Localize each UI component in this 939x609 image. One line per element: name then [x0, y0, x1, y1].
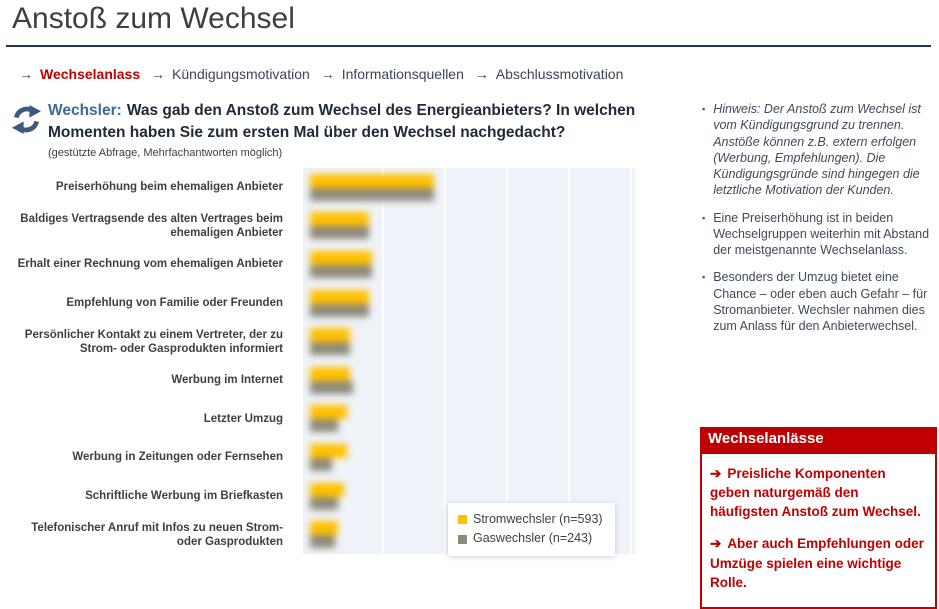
bar-group [310, 328, 350, 355]
breadcrumb-label: Kündigungsmotivation [172, 66, 310, 82]
bullet-square-icon: ▪ [702, 272, 706, 283]
note-text: Eine Preiserhöhung ist in beiden Wechselgruppen weiterhin mit Abstand der meistgenannte Wechselanlass. [713, 210, 930, 257]
callout-body [700, 452, 937, 609]
bar-gaswechsler [310, 188, 434, 201]
bar-gaswechsler [310, 381, 353, 394]
callout-title: Wechselanlässe [700, 427, 937, 452]
bullet-square-icon: ▪ [702, 212, 706, 223]
chart-row [10, 245, 635, 284]
bar-group [310, 174, 434, 201]
note-item [700, 210, 938, 259]
bar-gaswechsler [310, 419, 338, 432]
bar-stromwechsler [310, 251, 372, 265]
callout-bullet [710, 464, 927, 521]
category-label: Telefonischer Anruf mit Infos zu neuen Strom- oder Gasprodukten [31, 521, 283, 548]
question-prefix: Wechsler: [48, 102, 122, 119]
header-divider [6, 45, 931, 47]
bar-stromwechsler [310, 367, 350, 381]
chart-row [10, 322, 635, 361]
question-method-note: (gestützte Abfrage, Mehrfachantworten möglich) [48, 147, 283, 159]
bar-chart [10, 166, 635, 556]
breadcrumb-label: Wechselanlass [40, 66, 141, 82]
callout-box [700, 427, 937, 609]
legend-item [458, 529, 603, 548]
bar-stromwechsler [310, 328, 350, 342]
category-label: Empfehlung von Familie oder Freunden [66, 297, 283, 310]
bar-group [310, 212, 369, 239]
arrow-right-icon: → [474, 66, 489, 82]
bar-gaswechsler [310, 226, 369, 239]
breadcrumb-item [468, 66, 624, 82]
bar-gaswechsler [310, 535, 335, 548]
category-label: Preiserhöhung beim ehemaligen Anbieter [55, 181, 283, 194]
category-label: Letzter Umzug [203, 412, 283, 425]
chart-row [10, 361, 635, 400]
arrow-right-icon: ➔ [710, 466, 722, 481]
cycle-arrows-icon [11, 104, 42, 135]
page-title: Anstoß zum Wechsel [12, 2, 295, 35]
category-label: Werbung in Zeitungen oder Fernsehen [72, 451, 283, 464]
bar-stromwechsler [310, 212, 369, 226]
bar-group [310, 521, 338, 548]
bar-gaswechsler [310, 265, 372, 278]
bar-stromwechsler [310, 405, 347, 419]
question-text [48, 100, 680, 144]
chart-legend [448, 503, 615, 556]
breadcrumb-item [314, 66, 464, 82]
bar-group [310, 405, 347, 432]
chart-row [10, 284, 635, 323]
category-label: Baldiges Vertragsende des alten Vertrages beim ehemaligen Anbieter [20, 212, 283, 239]
bar-stromwechsler [310, 521, 338, 535]
callout-bullet-text: Aber auch Empfehlungen oder Umzüge spielen eine wichtige Rolle. [710, 536, 924, 590]
chart-rows [10, 168, 635, 554]
bar-gaswechsler [310, 497, 338, 510]
breadcrumb-label: Abschlussmotivation [495, 66, 624, 82]
arrow-right-icon: → [151, 66, 166, 82]
chart-row [10, 438, 635, 477]
bar-group [310, 251, 372, 278]
note-item [700, 269, 938, 334]
bar-stromwechsler [310, 174, 434, 188]
legend-label: Stromwechsler (n=593) [473, 512, 603, 526]
note-text: Hinweis: Der Anstoß zum Wechsel ist vom Kündigungsgrund zu trennen. Anstöße können z.B. extern erfolgen (Werbung, Empfehlungen). Die Kündigungsgründe sind hingegen die letztliche Motivation der Kunden. [713, 102, 921, 198]
legend-swatch-icon [458, 535, 467, 544]
breadcrumb-item [12, 66, 140, 82]
category-label: Werbung im Internet [171, 374, 283, 387]
legend-label: Gaswechsler (n=243) [473, 531, 593, 546]
bar-stromwechsler [310, 290, 369, 304]
chart-row [10, 207, 635, 246]
category-label: Persönlicher Kontakt zu einem Vertreter, der zu Strom- oder Gasprodukten informiert [24, 328, 283, 355]
breadcrumb [12, 66, 623, 82]
bullet-square-icon: ▪ [702, 104, 706, 114]
bar-stromwechsler [310, 444, 347, 458]
breadcrumb-item [144, 66, 310, 82]
bar-gaswechsler [310, 342, 350, 355]
bar-gaswechsler [310, 458, 332, 471]
arrow-right-icon: → [19, 66, 33, 82]
chart-row [10, 168, 635, 207]
bar-group [310, 290, 369, 317]
bar-group [310, 444, 347, 471]
bar-group [310, 483, 344, 510]
breadcrumb-label: Informationsquellen [341, 66, 464, 82]
sidebar-notes [700, 101, 938, 345]
legend-swatch-icon [458, 515, 467, 524]
question-body: Was gab den Anstoß zum Wechsel des Energieanbieters? In welchen Momenten haben Sie zum ersten Mal über den Wechsel nachgedacht? [48, 102, 636, 141]
category-label: Schriftliche Werbung im Briefkasten [85, 490, 283, 503]
callout-bullet [710, 534, 927, 591]
bar-stromwechsler [310, 483, 344, 497]
bar-group [310, 367, 353, 394]
bar-gaswechsler [310, 304, 369, 317]
note-item [700, 101, 938, 199]
arrow-right-icon: ➔ [710, 536, 722, 552]
chart-row [10, 400, 635, 439]
arrow-right-icon: → [320, 66, 335, 82]
note-text: Besonders der Umzug bietet eine Chance – oder eben auch Gefahr – für Stromanbieter. Wechsler nahmen dies zum Anlass für den Anbieterwechsel. [713, 270, 928, 333]
legend-item [458, 510, 603, 529]
category-label: Erhalt einer Rechnung vom ehemaligen Anbieter [17, 258, 283, 271]
callout-bullet-text: Preisliche Komponenten geben naturgemäß den häufigsten Anstoß zum Wechsel. [710, 466, 921, 520]
